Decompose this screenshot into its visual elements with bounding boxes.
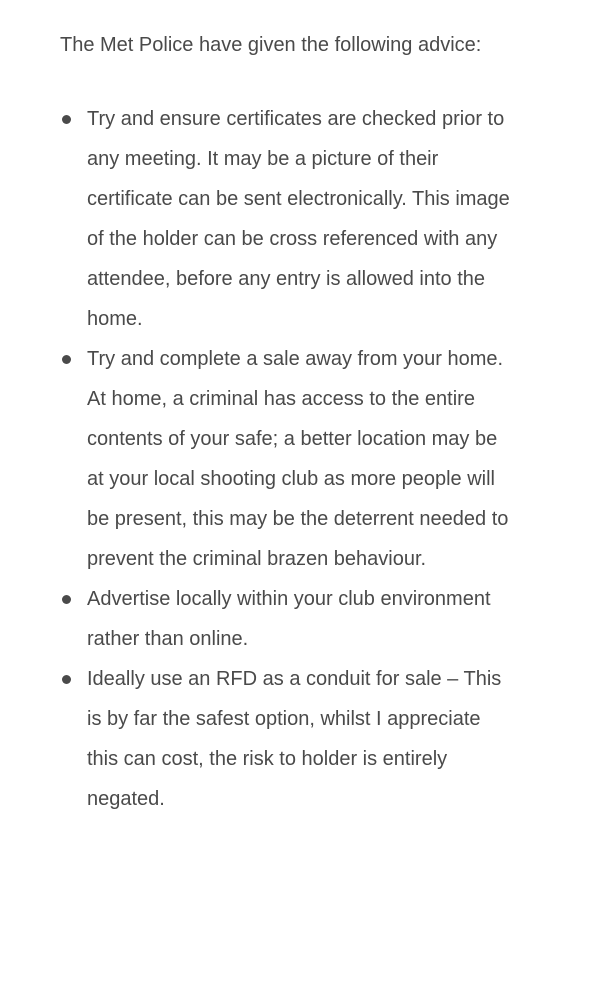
list-item-text: Ideally use an RFD as a conduit for sale – This is by far the safest option, whilst I appreciate this can cost, the risk to holder is entirely negated. [87, 668, 502, 810]
bullet-icon [62, 115, 71, 124]
list-item [60, 339, 510, 579]
bullet-icon [62, 355, 71, 364]
list-item [60, 659, 510, 819]
bullet-icon [62, 675, 71, 684]
list-item [60, 99, 510, 339]
list-item-text: Try and complete a sale away from your home. At home, a criminal has access to the entire contents of your safe; a better location may be at your local shooting club as more people will be present, this may be the deterrent needed to prevent the criminal brazen behaviour. [87, 348, 509, 570]
advice-list [60, 99, 510, 819]
bullet-icon [62, 595, 71, 604]
list-item-text: Advertise locally within your club environment rather than online. [87, 588, 491, 650]
intro-paragraph: The Met Police have given the following advice: [60, 34, 482, 56]
list-item-text: Try and ensure certificates are checked prior to any meeting. It may be a picture of their certificate can be sent electronically. This image of the holder can be cross referenced with any attendee, before any entry is allowed into the home. [87, 108, 510, 330]
list-item [60, 579, 510, 659]
article-body [60, 25, 510, 819]
